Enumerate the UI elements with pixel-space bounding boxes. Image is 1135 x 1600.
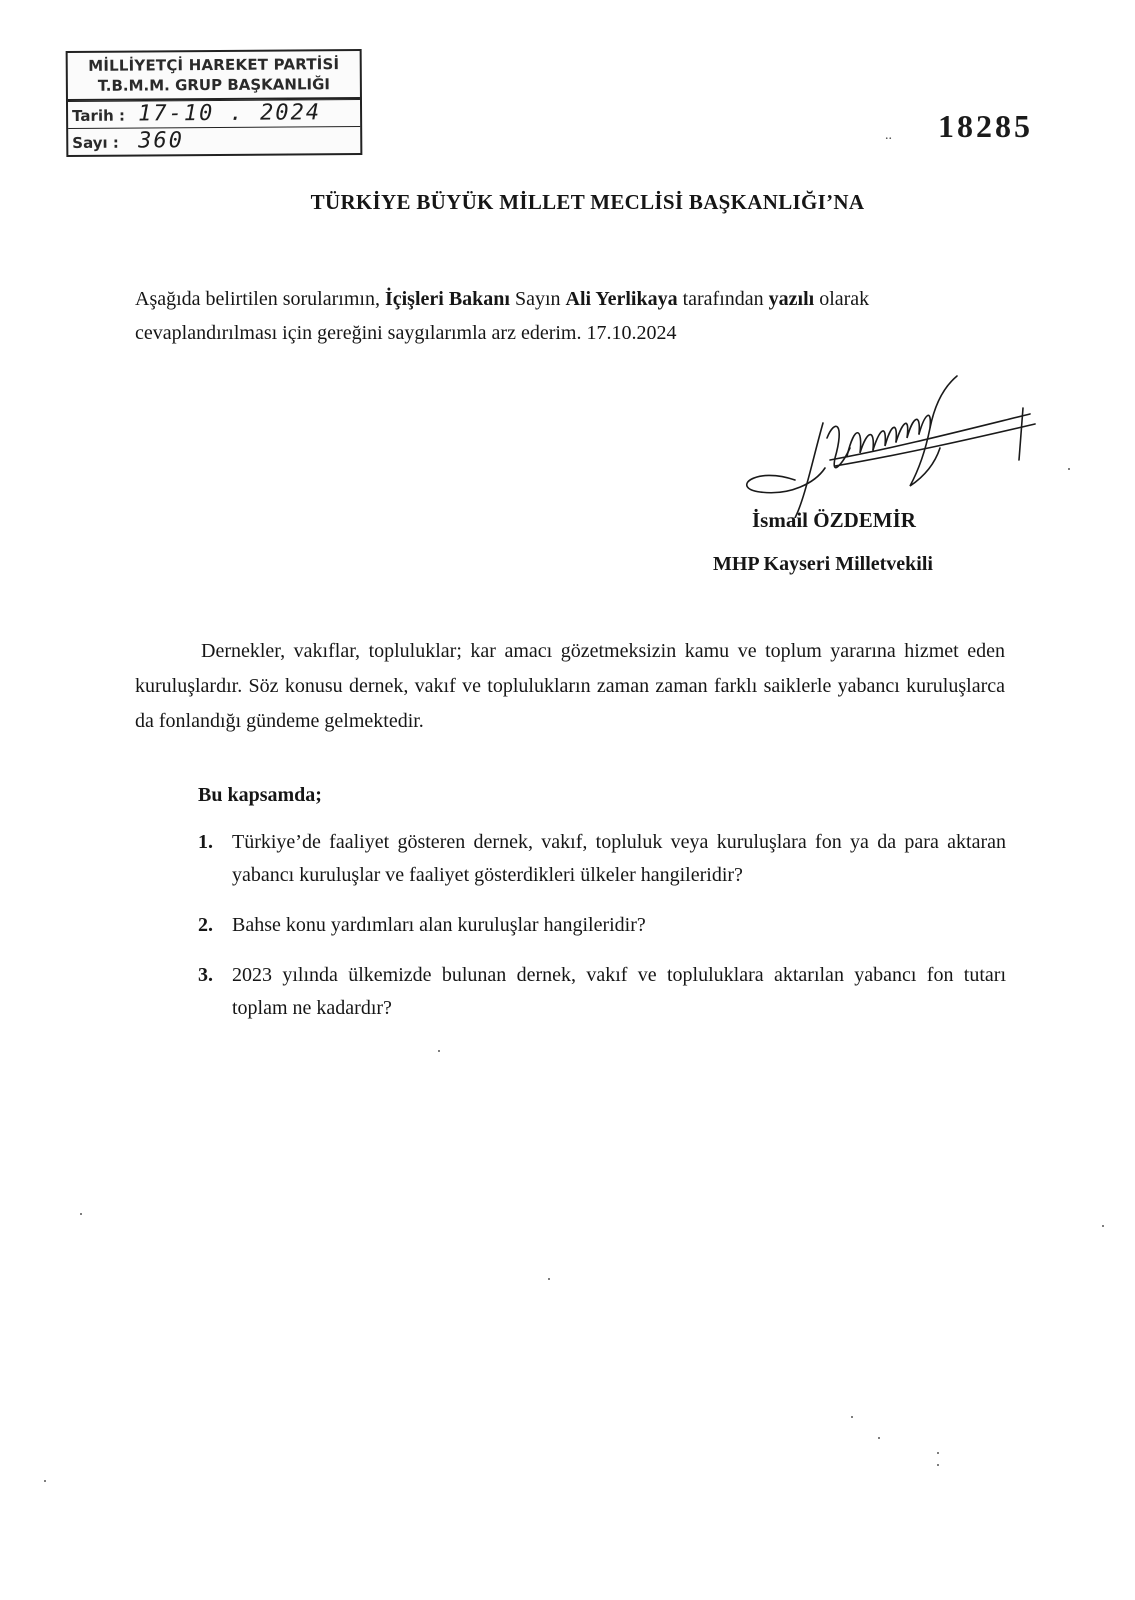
stamp-number-row xyxy=(68,126,360,155)
stamp-date-label: Tarih : xyxy=(72,106,126,125)
doc-number-dots: .. xyxy=(885,128,892,143)
question-text: Türkiye’de faaliyet gösteren dernek, vakıf, topluluk veya kuruluşlara fon ya da para aktaran yabancı kuruluşlar ve faaliyet gösterdikleri ülkeler hangileridir? xyxy=(232,831,1006,886)
scan-speck xyxy=(937,1464,939,1466)
signer-title: MHP Kayseri Milletvekili xyxy=(713,553,933,575)
stamp-date-row xyxy=(68,99,360,128)
question-list xyxy=(198,826,1006,1042)
scan-speck xyxy=(878,1437,880,1439)
intro-part1: Aşağıda belirtilen sorularımın, xyxy=(135,288,385,310)
question-item xyxy=(198,826,1006,892)
scope-title: Bu kapsamda; xyxy=(198,784,322,806)
question-number: 1. xyxy=(198,831,213,853)
handwritten-signature xyxy=(735,368,1065,518)
minister-title: İçişleri Bakanı xyxy=(384,288,510,310)
page-title: TÜRKİYE BÜYÜK MİLLET MECLİSİ BAŞKANLIĞI’NA xyxy=(310,190,865,214)
minister-name: Ali Yerlikaya xyxy=(565,288,678,310)
question-number: 3. xyxy=(198,964,213,986)
scan-speck xyxy=(80,1213,82,1215)
question-item xyxy=(198,909,1006,942)
intro-part4: olarak cevaplandırılması için gereğini saygılarımla arz ederim. 17.10.2024 xyxy=(135,288,870,344)
intro-part3: tarafından xyxy=(677,288,769,310)
document-number: 18285 xyxy=(938,108,1033,144)
intro-part2: Sayın xyxy=(509,288,566,310)
question-text: Bahse konu yardımları alan kuruluşlar hangileridir? xyxy=(232,914,646,936)
question-number: 2. xyxy=(198,914,213,936)
intro-paragraph xyxy=(135,282,1005,350)
stamp-number-value: 360 xyxy=(138,128,185,154)
party-stamp xyxy=(66,49,363,157)
question-text: 2023 yılında ülkemizde bulunan dernek, vakıf ve topluluklara aktarılan yabancı fon tutarı toplam ne kadardır? xyxy=(232,964,1006,1019)
stamp-number-label: Sayı : xyxy=(72,133,119,152)
scan-speck xyxy=(851,1416,853,1418)
answer-mode: yazılı xyxy=(768,288,815,310)
body-paragraph: Dernekler, vakıflar, topluluklar; kar amacı gözetmeksizin kamu ve toplum yararına hizmet eden kuruluşlardır. Söz konusu dernek, vakıf ve toplulukların zaman zaman farklı saiklerle yabancı kuruluşlarca da fonlandığı gündeme gelmektedir. xyxy=(135,640,1005,732)
stamp-org-line2: T.B.M.M. GRUP BAŞKANLIĞI xyxy=(97,75,331,95)
scan-speck xyxy=(1068,468,1070,470)
scan-speck xyxy=(548,1278,550,1280)
stamp-org-line1: MİLLİYETÇİ HAREKET PARTİSİ xyxy=(88,55,340,75)
scan-speck xyxy=(937,1452,939,1454)
stamp-header xyxy=(68,51,360,101)
scan-speck xyxy=(1102,1225,1104,1227)
scan-speck xyxy=(44,1480,46,1482)
scan-speck xyxy=(438,1050,440,1052)
signer-name: İsmail ÖZDEMİR xyxy=(752,508,916,532)
stamp-date-value: 17-10 . 2024 xyxy=(137,100,322,127)
question-item xyxy=(198,959,1006,1025)
